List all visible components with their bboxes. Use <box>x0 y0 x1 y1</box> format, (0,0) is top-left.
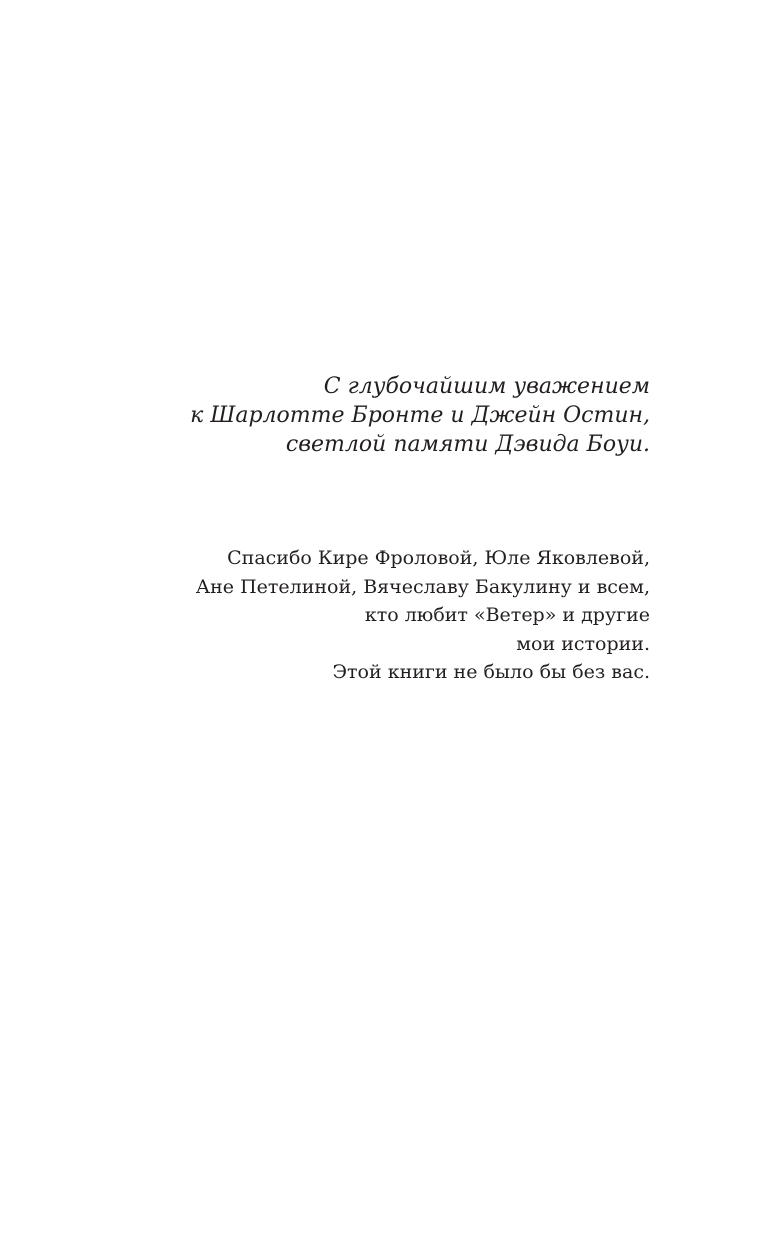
dedication-line: С глубочайшим уважением <box>323 374 650 399</box>
acknowledgement-line: кто любит «Ветер» и другие <box>364 604 650 626</box>
acknowledgement-line: Этой книги не было бы без вас. <box>332 661 650 683</box>
acknowledgement-line: мои истории. <box>516 632 650 655</box>
dedication <box>90 372 650 459</box>
acknowledgement-line: Ане Петелиной, Вячеславу Бакулину и всем, <box>195 575 650 598</box>
acknowledgement-line: Спасибо Кире Фроловой, Юле Яковлевой, <box>227 547 650 569</box>
dedication-line: к Шарлотте Бронте и Джейн Остин, <box>190 403 650 428</box>
dedication-line: светлой памяти Дэвида Боуи. <box>285 432 650 457</box>
acknowledgements <box>70 544 650 687</box>
